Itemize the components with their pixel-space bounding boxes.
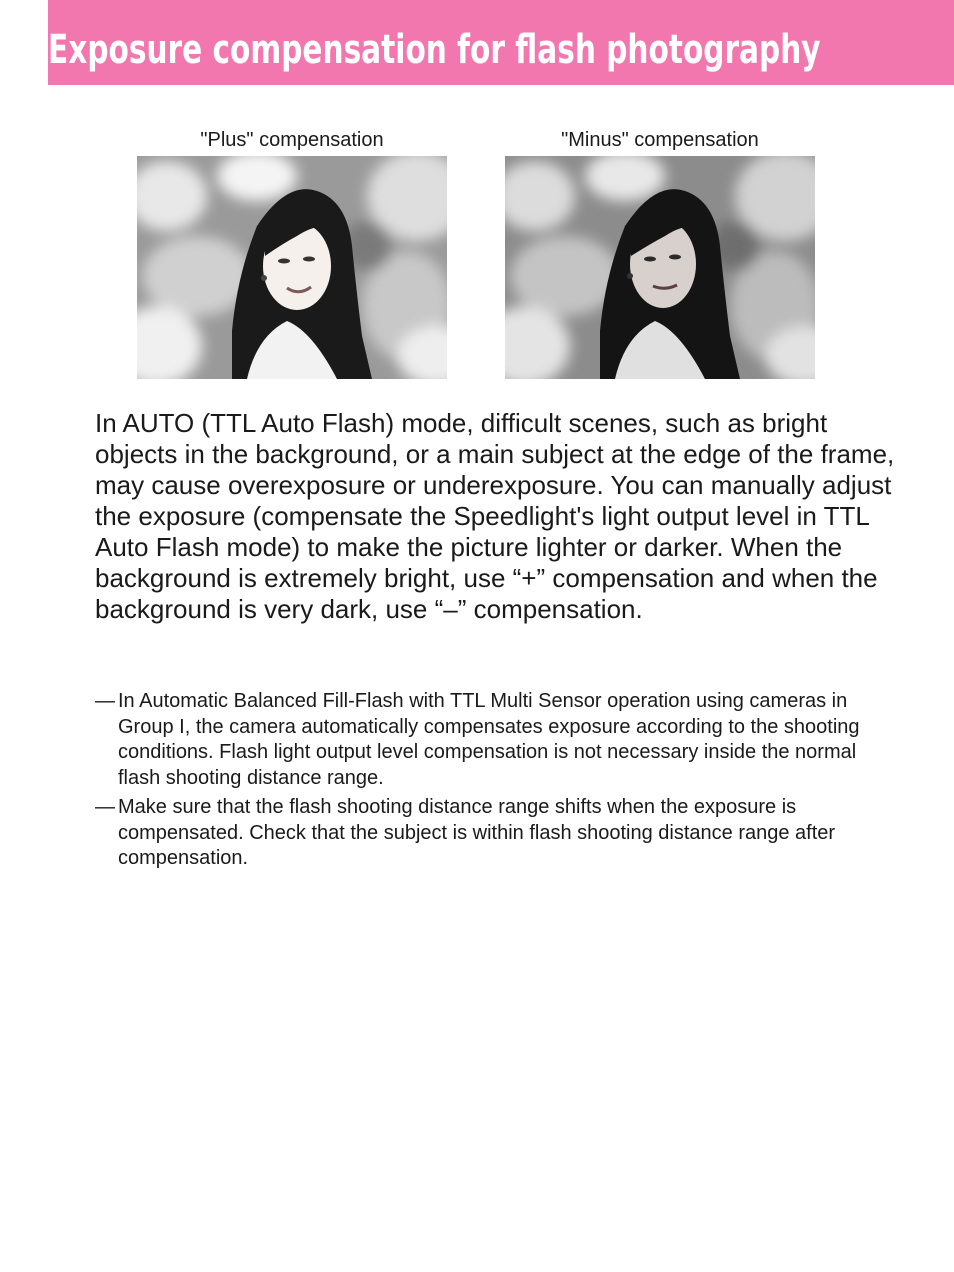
page-title: Exposure compensation for flash photography [48, 27, 821, 73]
minus-compensation-photo [505, 156, 815, 379]
note-text: Make sure that the flash shooting distance range shifts when the exposure is compensated. Check that the subject is within flash shooting distance range after compensation. [118, 796, 836, 869]
note-dash: — [95, 690, 115, 712]
plus-compensation-photo [137, 156, 447, 379]
plus-compensation-caption: "Plus" compensation [200, 129, 384, 151]
notes-list [95, 689, 895, 876]
note-text: In Automatic Balanced Fill-Flash with TTL Multi Sensor operation using cameras in Group I, the camera automatically compensates exposure according to the shooting conditions. Flash light output level compensation is not necessary inside the normal flash shooting distance range. [118, 690, 860, 789]
body-paragraph: In AUTO (TTL Auto Flash) mode, difficult scenes, such as bright objects in the background, or a main subject at the edge of the frame, may cause overexposure or underexposure. You can manually adjust the exposure (compensate the Speedlight's light output level in TTL Auto Flash mode) to make the picture lighter or darker. When the background is extremely bright, use “+” compensation and when the background is very dark, use “–” compensation. [95, 408, 895, 624]
minus-compensation-caption: "Minus" compensation [561, 129, 759, 151]
note-item [95, 795, 895, 872]
note-item [95, 689, 895, 791]
note-dash: — [95, 796, 115, 818]
